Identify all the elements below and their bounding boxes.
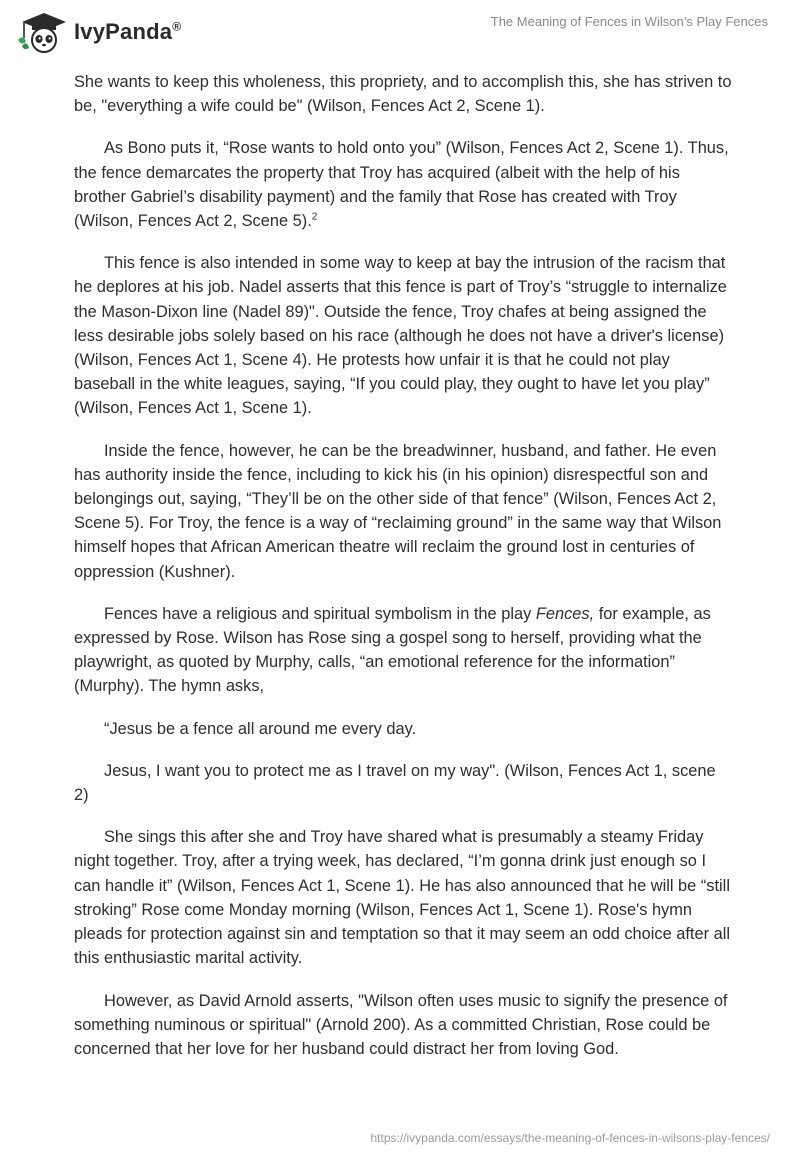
source-url[interactable]: https://ivypanda.com/essays/the-meaning-of-fences-in-wilsons-play-fences/ — [370, 1131, 770, 1145]
paragraph: However, as David Arnold asserts, "Wilson often uses music to signify the presence of something numinous or spiritual" (Arnold 200). As a committed Christian, Rose could be concerned that her love for her husband could distract her from loving God. — [74, 991, 728, 1058]
hymn-line: “Jesus be a fence all around me every day. — [104, 719, 417, 738]
paragraph: This fence is also intended in some way to keep at bay the intrusion of the racism that he deplores at his job. Nadel asserts that this fence is part of Troy’s “struggle to internalize the Mason-Dixon line (Nadel 89)". Outside the fence, Troy chafes at being assigned the less desirable jobs solely based on his race (although he does not have a driver's license) (Wilson, Fences Act 1, Scene 4). He protests how unfair it is that he could not play baseball in the white leagues, saying, “If you could play, they ought to have let you play” (Wilson, Fences Act 1, Scene 1). — [74, 254, 727, 418]
paragraph: Fences have a religious and spiritual symbolism in the play Fences, for example, as expressed by Rose. Wilson has Rose sing a gospel song to herself, providing what the playwright, as quoted by Murphy, calls, “an emotional reference for the information” (Murphy). The hymn asks, — [74, 604, 711, 696]
paragraph: As Bono puts it, “Rose wants to hold onto you” (Wilson, Fences Act 2, Scene 1). Thus, the fence demarcates the property that Troy has acquired (albeit with the help of his brother Gabriel’s disability payment) and the family that Rose has created with Troy (Wilson, Fences Act 2, Scene 5).$^2$ — [74, 139, 729, 231]
play-title-italic: Fences, — [535, 604, 595, 623]
brand-logo[interactable] — [14, 10, 181, 54]
footnote-marker[interactable]: 2 — [311, 211, 318, 223]
paragraph: Inside the fence, however, he can be the breadwinner, husband, and father. He even has authority inside the fence, including to kick his (in his opinion) disrespectful son and belongings out, saying, “They’ll be on the other side of that fence” (Wilson, Fences Act 2, Scene 5). For Troy, the fence is a way of “reclaiming ground” in the same way that Wilson himself hopes that African American theatre will reclaim the ground lost in centuries of oppression (Kushner). — [74, 441, 722, 581]
paragraph: She wants to keep this wholeness, this propriety, and to accomplish this, she has striven to be, "everything a wife could be" (Wilson, Fences Act 2, Scene 1). — [74, 73, 732, 116]
header — [0, 0, 800, 60]
panda-logo-icon — [14, 10, 70, 54]
essay-body — [74, 70, 734, 1079]
page-title: The Meaning of Fences in Wilson’s Play Fences — [490, 14, 768, 29]
paragraph: She sings this after she and Troy have shared what is presumably a steamy Friday night together. Troy, after a trying week, has declared, “I’m gonna drink just enough so I can handle it” (Wilson, Fences Act 1, Scene 1). He has also announced that he will be “still stroking” Rose come Monday morning (Wilson, Fences Act 1, Scene 1). Rose's hymn pleads for protection against sin and temptation so that it may seem an odd choice after all this enthusiastic marital activity. — [74, 828, 731, 968]
hymn-line: Jesus, I want you to protect me as I travel on my way". (Wilson, Fences Act 1, scene 2) — [74, 761, 716, 805]
brand-name: IvyPanda® — [74, 19, 182, 44]
